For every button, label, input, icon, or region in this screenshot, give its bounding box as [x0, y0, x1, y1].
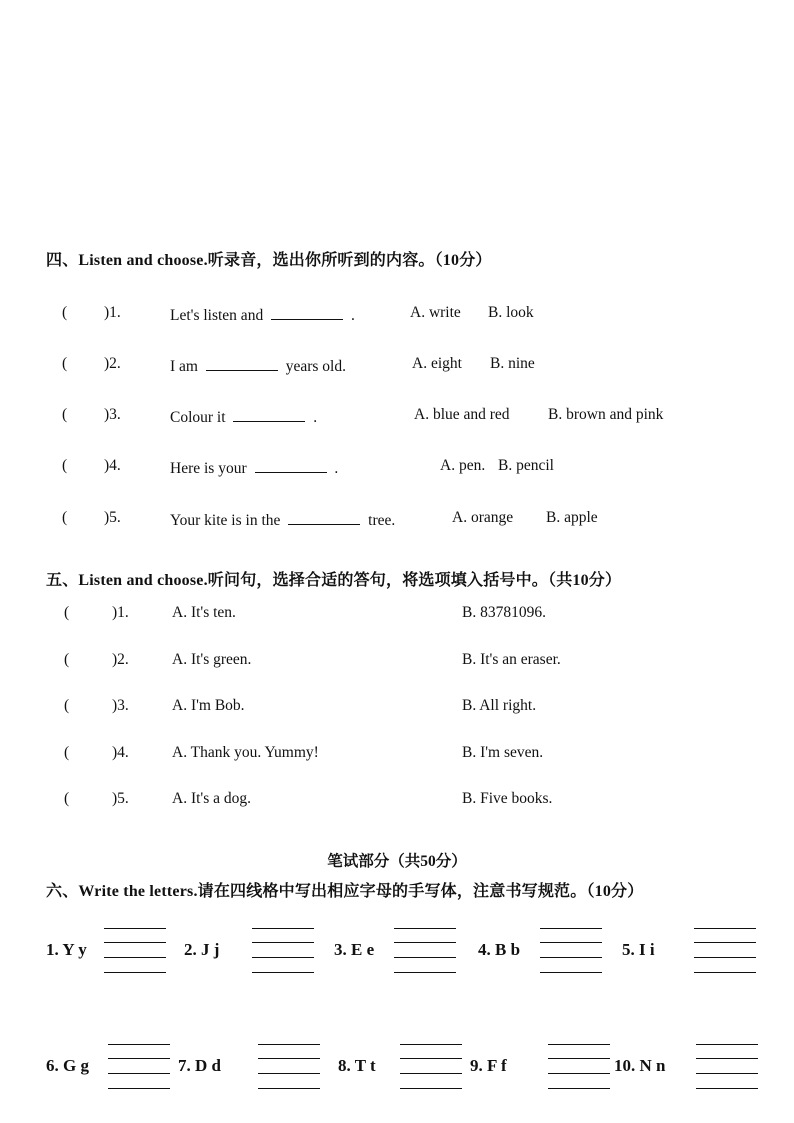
sentence-pre: Let's listen and	[170, 307, 264, 324]
answer-paren[interactable]: (	[62, 406, 68, 423]
s4-item-3	[0, 406, 794, 432]
s4-item-5	[0, 509, 794, 535]
four-line-grid[interactable]	[540, 928, 602, 974]
sentence-post: .	[350, 307, 355, 324]
option-a: A. pen.	[440, 457, 486, 474]
sentence	[170, 509, 395, 530]
option-a: A. It's green.	[172, 651, 252, 668]
option-b: B. nine	[490, 355, 535, 372]
answer-paren[interactable]: (	[64, 651, 70, 668]
section-5-title: 五、Listen and choose.听问句，选择合适的答句，将选项填入括号中。（共10分）	[46, 572, 622, 589]
answer-paren[interactable]: (	[64, 790, 70, 807]
item-number: )2.	[112, 651, 129, 668]
four-line-grid[interactable]	[400, 1044, 462, 1090]
sentence	[170, 406, 317, 427]
option-a: A. blue and red	[414, 406, 510, 423]
option-b: B. All right.	[462, 697, 537, 714]
answer-paren[interactable]: (	[62, 457, 68, 474]
letter-prompt: 10. N n	[614, 1056, 666, 1075]
s5-item-1	[0, 604, 794, 630]
section-4-title: 四、Listen and choose.听录音，选出你所听到的内容。（10分）	[46, 252, 492, 269]
sentence-post: years old.	[285, 358, 346, 375]
item-number: )3.	[104, 406, 121, 423]
sentence-pre: Your kite is in the	[170, 512, 281, 529]
letter-prompt: 5. I i	[622, 940, 655, 959]
option-a: A. I'm Bob.	[172, 697, 245, 714]
letter-prompt: 8. T t	[338, 1056, 376, 1075]
s4-item-2	[0, 355, 794, 381]
sentence-pre: I am	[170, 358, 198, 375]
option-b: B. brown and pink	[548, 406, 664, 423]
sentence	[170, 304, 355, 325]
letter-prompt: 4. B b	[478, 940, 521, 959]
option-b: B. I'm seven.	[462, 744, 544, 761]
option-a: A. Thank you. Yummy!	[172, 744, 319, 761]
answer-paren[interactable]: (	[62, 355, 68, 372]
sentence-post: .	[334, 460, 339, 477]
sentence-post: .	[313, 409, 318, 426]
item-number: )4.	[112, 744, 129, 761]
sentence	[170, 457, 338, 478]
letter-prompt: 3. E e	[334, 940, 375, 959]
answer-blank[interactable]	[233, 406, 305, 422]
item-number: )2.	[104, 355, 121, 372]
s5-item-2	[0, 651, 794, 677]
written-part-title: 笔试部分（共50分）	[327, 853, 467, 870]
item-number: )5.	[104, 509, 121, 526]
letter-prompt: 6. G g	[46, 1056, 89, 1075]
four-line-grid[interactable]	[258, 1044, 320, 1090]
option-b: B. 83781096.	[462, 604, 546, 621]
item-number: )4.	[104, 457, 121, 474]
four-line-grid[interactable]	[394, 928, 456, 974]
sentence	[170, 355, 346, 376]
answer-paren[interactable]: (	[62, 304, 68, 321]
section-6-title: 六、Write the letters.请在四线格中写出相应字母的手写体，注意书写规范。（10分）	[46, 883, 644, 900]
sentence-pre: Here is your	[170, 460, 247, 477]
option-a: A. write	[410, 304, 461, 321]
four-line-grid[interactable]	[252, 928, 314, 974]
option-a: A. eight	[412, 355, 462, 372]
sentence-pre: Colour it	[170, 409, 226, 426]
item-number: )3.	[112, 697, 129, 714]
option-a: A. It's ten.	[172, 604, 236, 621]
letter-prompt: 1. Y y	[46, 940, 87, 959]
option-b: B. It's an eraser.	[462, 651, 561, 668]
option-b: B. look	[488, 304, 534, 321]
s5-item-4	[0, 744, 794, 770]
option-a: A. It's a dog.	[172, 790, 251, 807]
answer-paren[interactable]: (	[62, 509, 68, 526]
answer-paren[interactable]: (	[64, 604, 70, 621]
s4-item-4	[0, 457, 794, 483]
s5-item-5	[0, 790, 794, 816]
sentence-post: tree.	[368, 512, 396, 529]
option-a: A. orange	[452, 509, 514, 526]
answer-blank[interactable]	[206, 355, 278, 371]
answer-blank[interactable]	[255, 457, 327, 473]
answer-paren[interactable]: (	[64, 744, 70, 761]
answer-blank[interactable]	[271, 304, 343, 320]
four-line-grid[interactable]	[696, 1044, 758, 1090]
item-number: )1.	[112, 604, 129, 621]
s5-item-3	[0, 697, 794, 723]
item-number: )5.	[112, 790, 129, 807]
letter-prompt: 7. D d	[178, 1056, 221, 1075]
four-line-grid[interactable]	[694, 928, 756, 974]
option-b: B. pencil	[498, 457, 554, 474]
four-line-grid[interactable]	[108, 1044, 170, 1090]
s4-item-1	[0, 304, 794, 330]
option-b: B. Five books.	[462, 790, 553, 807]
item-number: )1.	[104, 304, 121, 321]
answer-blank[interactable]	[288, 509, 360, 525]
option-b: B. apple	[546, 509, 598, 526]
four-line-grid[interactable]	[104, 928, 166, 974]
four-line-grid[interactable]	[548, 1044, 610, 1090]
letter-prompt: 2. J j	[184, 940, 220, 959]
letter-prompt: 9. F f	[470, 1056, 507, 1075]
answer-paren[interactable]: (	[64, 697, 70, 714]
